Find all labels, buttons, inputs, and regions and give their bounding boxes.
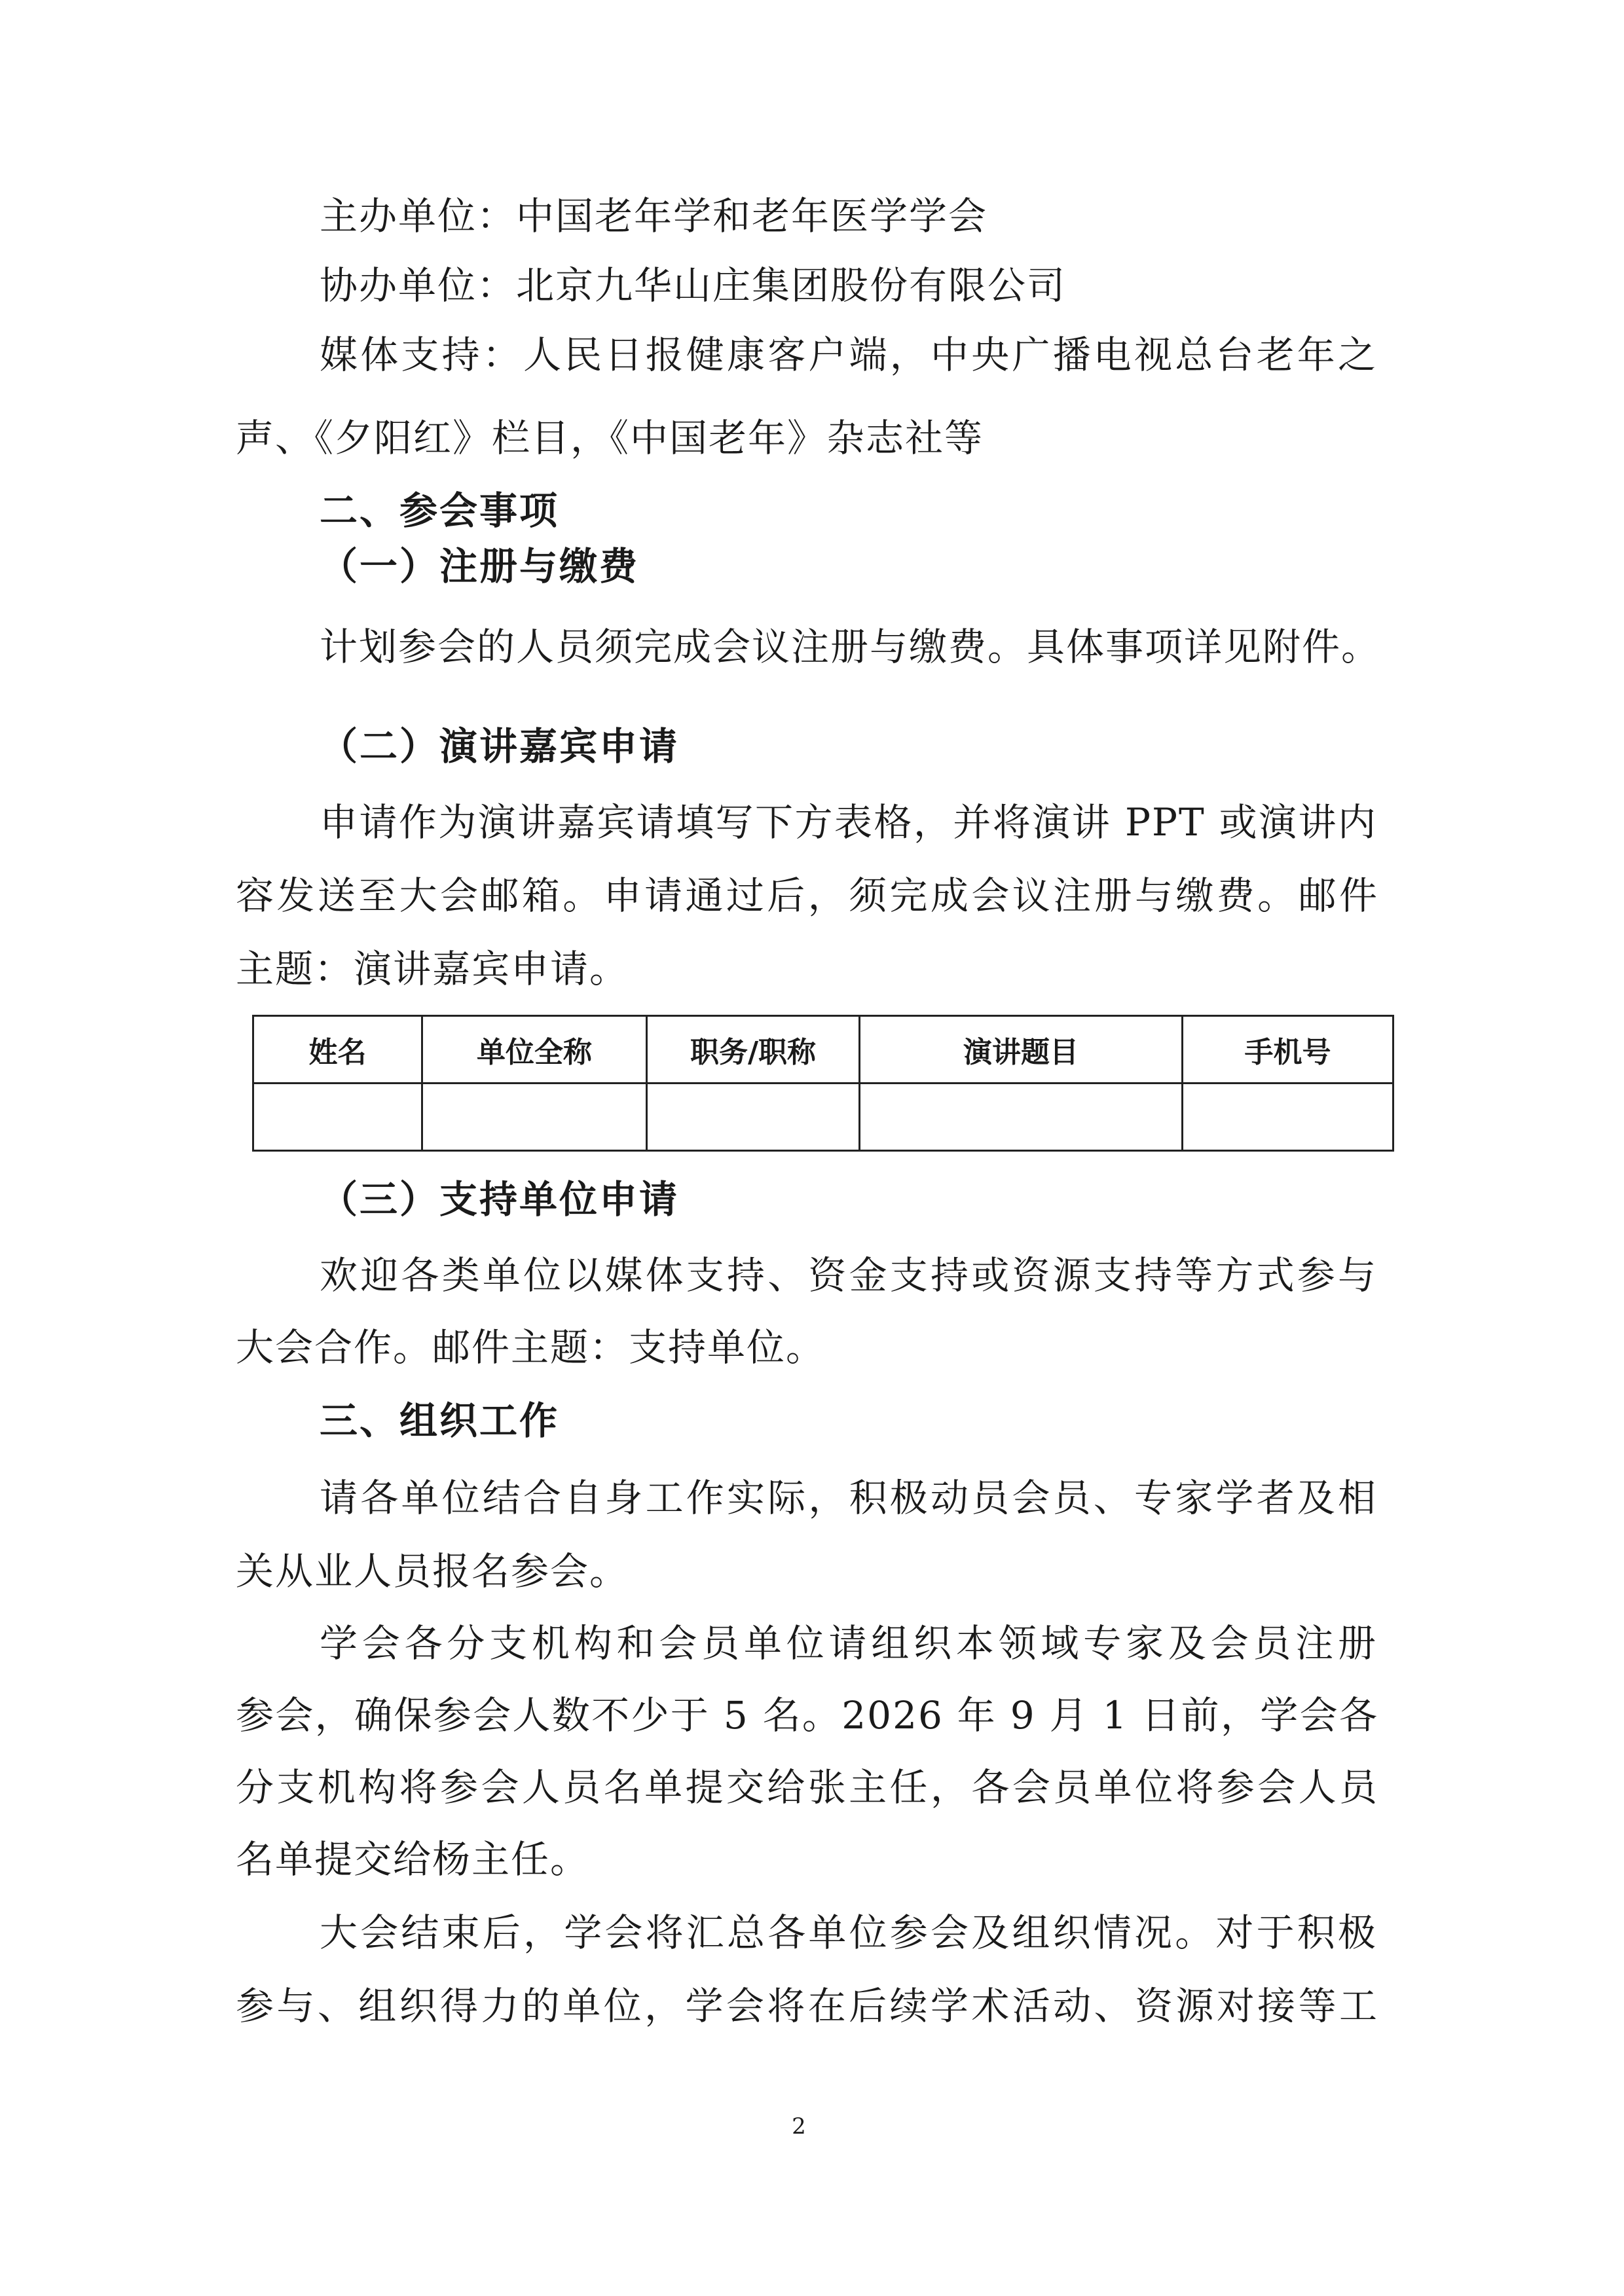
table-cell [422, 1084, 647, 1151]
subsection-2-line3: 主题：演讲嘉宾申请。 [236, 947, 629, 991]
section-3-p3-line2: 参与、组织得力的单位，学会将在后续学术活动、资源对接等工 [236, 1984, 1378, 2028]
subsection-1-text: 计划参会的人员须完成会议注册与缴费。具体事项详见附件。 [320, 625, 1381, 669]
section-3-p2-line3: 分支机构将参会人员名单提交给张主任，各会员单位将参会人员 [236, 1765, 1378, 1810]
subsection-3-line1: 欢迎各类单位以媒体支持、资金支持或资源支持等方式参与 [320, 1253, 1377, 1298]
media-support-line2: 声、《夕阳红》栏目，《中国老年》杂志社等 [236, 416, 984, 460]
section-3-p2-line1: 学会各分支机构和会员单位请组织本领域专家及会员注册 [320, 1621, 1377, 1666]
co-host-organizer: 协办单位：北京九华山庄集团股份有限公司 [320, 263, 1067, 308]
host-organizer: 主办单位：中国老年学和老年医学学会 [320, 194, 988, 238]
header-speech-topic: 演讲题目 [860, 1016, 1183, 1084]
section-3-p3-line1: 大会结束后，学会将汇总各单位参会及组织情况。对于积极 [320, 1910, 1377, 1955]
table-cell [647, 1084, 860, 1151]
subsection-2-line2: 容发送至大会邮箱。申请通过后，须完成会议注册与缴费。邮件 [236, 873, 1378, 918]
table-row [253, 1084, 1393, 1151]
section-3-p1-line1: 请各单位结合自身工作实际，积极动员会员、专家学者及相 [320, 1476, 1377, 1520]
table-cell [1183, 1084, 1393, 1151]
section-3-p1-line2: 关从业人员报名参会。 [236, 1549, 629, 1594]
section-3-title: 三、组织工作 [320, 1398, 560, 1443]
subsection-2-title: （二）演讲嘉宾申请 [320, 724, 680, 769]
header-name: 姓名 [253, 1016, 422, 1084]
header-phone: 手机号 [1183, 1016, 1393, 1084]
subsection-2-line1: 申请作为演讲嘉宾请填写下方表格，并将演讲 PPT 或演讲内 [320, 800, 1377, 845]
subsection-1-title: （一）注册与缴费 [320, 544, 640, 589]
header-title: 职务/职称 [647, 1016, 860, 1084]
section-3-p2-line2: 参会，确保参会人数不少于 5 名。2026 年 9 月 1 日前，学会各 [236, 1693, 1378, 1738]
speaker-application-table [252, 1015, 1394, 1152]
section-2-title: 二、参会事项 [320, 488, 560, 533]
table-cell [860, 1084, 1183, 1151]
table-cell [253, 1084, 422, 1151]
subsection-3-title: （三）支持单位申请 [320, 1177, 680, 1222]
media-support-line1: 媒体支持：人民日报健康客户端，中央广播电视总台老年之 [320, 333, 1377, 377]
header-organization: 单位全称 [422, 1016, 647, 1084]
subsection-3-line2: 大会合作。邮件主题：支持单位。 [236, 1325, 826, 1370]
section-3-p2-line4: 名单提交给杨主任。 [236, 1837, 590, 1882]
page-number: 2 [792, 2113, 806, 2140]
table-header-row [253, 1016, 1393, 1084]
